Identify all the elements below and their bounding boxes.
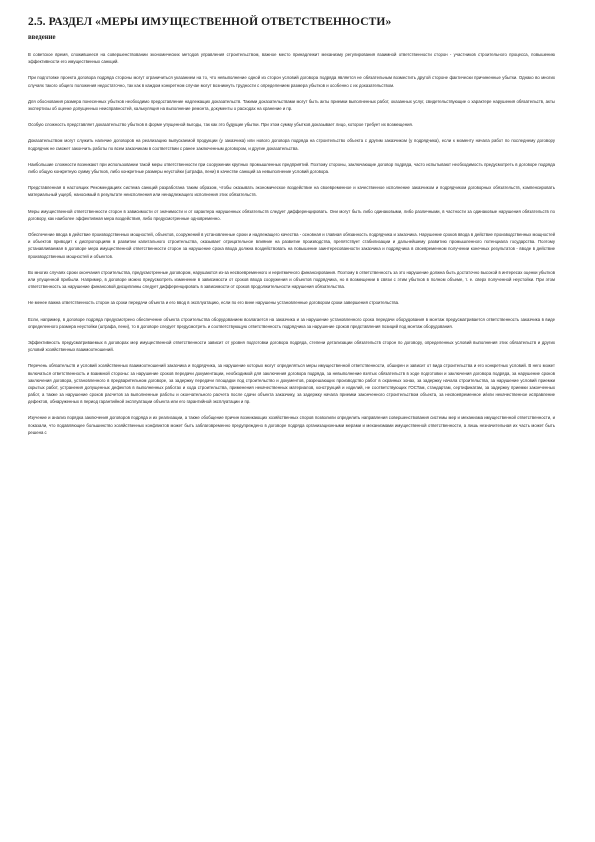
paragraph: Во многих случаях сроки окончания строительства, предусмотренные договором, нарушаются из-за несвоевременного и неритмичного финансирования. Поэтому в ответственность за это нарушение должна быть достаточно высокой в интересах оценки убытков или упущенной прибыли. Например, в договоре можно предусмотреть изменение в зависимости от сроков ввода сооружения и объектов подрядчика, но в возмещении в связи с этим убытков в полном объеме, т. е. сверх полученной неустойки. При этом ответственность за нарушение финансовой дисциплины следует дифференцировать в зависимости от сроков продолжительности нарушения обязательства. <box>28 269 555 290</box>
paragraph: Представленная в настоящих Рекомендациях система санкций разработана таким образом, чтобы оказывать экономическое воздействие на своевременное и качественное исполнение заказчиком и подрядчиком договорных обязательств, компенсировать материальный ущерб, наносимый в результате неисполнения или ненадлежащего исполнения этих обязательств. <box>28 185 555 198</box>
paragraph: Изучение и анализ порядка заключения договоров подряда и их реализации, а также обобщение причин возникающих хозяйственных споров позволили определить направления совершенствования системы мер и механизма имущественной ответственности, и показали, что подавляющее большинство хозяйственных конфликтов может быть заблаговременно предупреждено в договоре подряда организационными мерами и механизмами имущественной ответственности, а лишь незначительная их часть может быть решена с <box>28 415 555 435</box>
paragraph: Особую сложность представляет доказательство убытков в форме упущенной выгоды, так как это будущие убытки. При этом сумму убытков доказывает лицо, которое требует их возмещения. <box>28 122 414 128</box>
paragraph: Наибольшие сложности возникают при использовании такой меры ответственности при сооружении крупных промышленных предприятий. Поэтому стороны, заключающие договор подряда, часто испытывают необходимость предусмотреть в договоре подряда либо общую конкретную сумму убытков, либо конкретные размеры неустойки (штрафа, пени) в качестве санкций за невыполнение условий договора. <box>28 161 555 175</box>
paragraph: При подготовке проекта договора подряда стороны могут ограничиться указанием на то, что невыполнение одной из сторон условий договора подряда является не обязательным возместить другой стороне фактически причиненные убытки. Однако во многих случаях такого общего положения недостаточно, так как в каждом конкретном случае могут возникнуть трудности с определением размера убытков и особенно с их доказательством. <box>28 75 555 88</box>
section-heading: 2.5. РАЗДЕЛ «МЕРЫ ИМУЩЕСТВЕННОЙ ОТВЕТСТВЕННОСТИ» <box>28 16 392 28</box>
paragraph: Доказательством могут служить наличие договоров на реализацию выпускаемой продукции (у заказчика) или нового договора подряда на строительство объекта с другим заказчиком (у подрядчика), если к моменту начала работ по последнему договору подрядчик не сможет закончить работы по всем заказчикам в соответствии с ранее заключенным договором, и другие доказательства. <box>28 138 555 151</box>
paragraph: Если, например, в договоре подряда предусмотрено обеспечение объекта строительства оборудованием возлагается на заказчика и за нарушение установленного срока передачи оборудования в монтаж предусматривается ответственность заказчика в виде определенного размера неустойки (штрафа, пени), то в договоре следует предусмотреть и соответствующую ответственность подрядчика за нарушение сроков представления позиций под монтаж оборудования. <box>28 316 555 329</box>
paragraph: В советское время, сложившееся на совершенствовании экономических методов управления строительством, важное место принадлежит механизму регулирования взаимной ответственности сторон - участников строительного процесса, повышению эффективности его имущественных санкций. <box>28 52 555 65</box>
section-subheading: введение <box>28 34 56 41</box>
paragraph: Обеспечение ввода в действие производственных мощностей, объектов, сооружений в установленные сроки и надлежащего качества - основная и главная обязанность подрядчика и заказчика. Нарушение сроков ввода в действие производственных мощностей и объектов приводит к диспропорциям в развитии капитального строительства, оказывает отрицательное влияние на развитие производства, препятствует стабилизации и дальнейшему развитию промышленного потенциала государства. Поэтому устанавливаемая в договоре мера имущественной ответственности сторон за нарушение срока ввода должна воздействовать на повышение заинтересованности заказчика и подрядчика в своевременном получении конечных результатов - вводе в действие производственных мощностей и объектов. <box>28 232 555 259</box>
paragraph: Для обоснования размера понесенных убытков необходимо предоставление надлежащих доказательств. Такими доказательствами могут быть акты приемки выполненных работ, оказанных услуг, свидетельствующие о характере нарушения обязательств, акты экспертизы об оценке допущенных неисправностей, калькуляция на выполнение ремонта, документы о расходах на хранение и пр. <box>28 98 555 111</box>
paragraph: Меры имущественной ответственности сторон в зависимости от значимости и от характера нарушенных обязательств следует дифференцировать. Они могут быть либо одинаковыми, либо различными, в частности за одинаковые нарушения обязательств по договору, как наиболее эффективная мера воздействия, либо предусмотренные одновременно. <box>28 208 555 221</box>
paragraph: Не менее важна ответственность сторон за сроки передачи объекта и его ввод в эксплуатацию, если по его вине нарушены установленные договором сроки завершения строительства. <box>28 300 400 306</box>
paragraph: Эффективность предусматриваемых в договорах мер имущественной ответственности зависит от уровня подготовки договора подряда, степени детализации обязательств сторон по договору, определенных условий выполнения этих обязательств и других условий хозяйственных взаимоотношений. <box>28 340 555 353</box>
paragraph: Перечень обязательств и условий хозяйственных взаимоотношений заказчика и подрядчика, за нарушение которых могут определяться меры имущественной ответственности, обширен и зависит от вида строительства и его конкретных условий. В него может включаться ответственность и взаимной стороны: за нарушение сроков передачи документации, необходимой для заключения договора подряда, за невыполнение взятых обязательств в ходе подготовки и заключения договора подряда, за нарушение сроков заключения договора, установленного в предварительном договоре, за задержку передачи площадки под строительство и документов, разрешающих производство работ в охранных зонах, за задержку начала строительства, за нарушение условий приемки скрытых работ, устранения допущенных дефектов в выполненных работах и хода строительства, применения некачественных материалов, конструкций и изделий, не соответствующих ГОСТам, стандартам, сертификатам, за задержку приемки законченных работ, а также за нарушение сроков расчетов за выполненные работы и окончательного расчета после сдачи объекта заказчику, за задержку начала приемки законченного строительством объекта, за несвоевременное и/или некачественное исправление дефектов, обнаруженных в период гарантийной эксплуатации объекта или его гарантийной эксплуатации и пр. <box>28 363 555 405</box>
